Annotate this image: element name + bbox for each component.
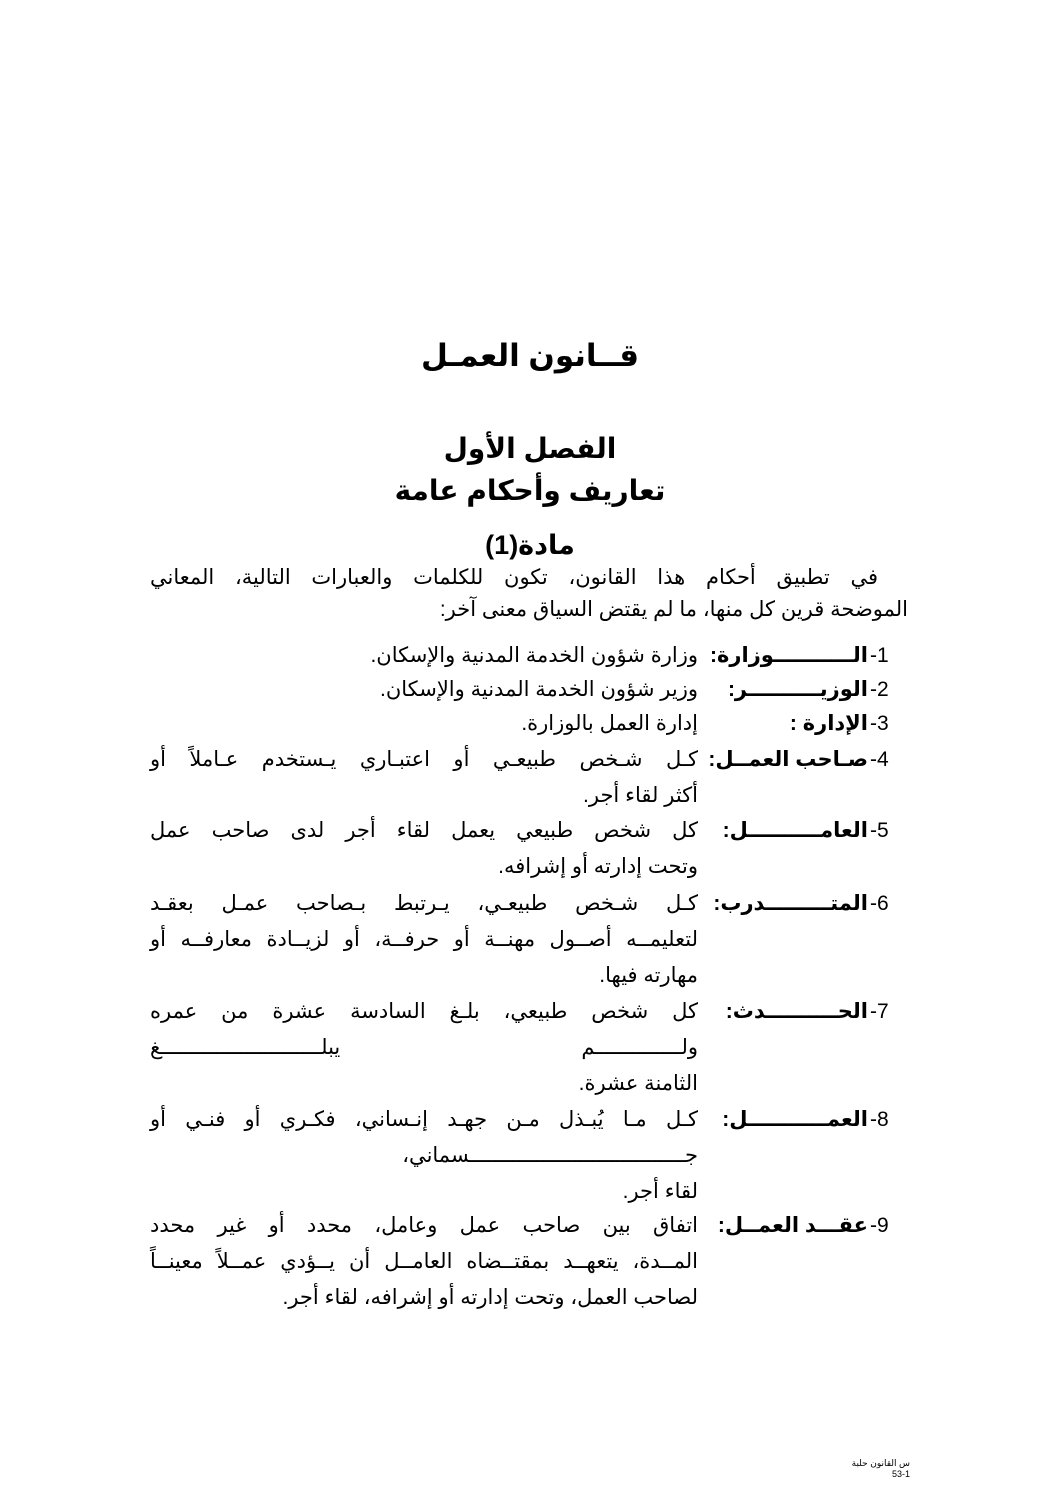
definition-term: عقـــد العمــل: [717,1214,868,1237]
definition-description [150,742,698,814]
intro-line: في تطبيق أحكام هذا القانون، تكون للكلمات والعبارات التالية، المعاني [150,566,878,589]
definition-line: لصاحب العمل، وتحت إدارته أو إشرافه، لقاء أجر. [282,1286,698,1309]
definition-number: -4 [870,748,889,771]
definition-number: -2 [870,678,889,701]
chapter-subtitle: تعاريف وأحكام عامة [394,475,666,506]
definition-number: -5 [870,819,889,842]
definition-term: العامــــــــــل: [722,819,868,842]
article-heading: مادة(1) [485,530,575,560]
definition-description [150,813,698,885]
document-title: قــانون العمـل [420,338,640,373]
definition-line: كل شخص طبيعي يعمل لقاء أجر لدى صاحب عمل [150,819,698,842]
definition-number: -1 [870,644,889,667]
intro-line: الموضحة قرين كل منها، ما لم يقتض السياق معنى آخر: [439,598,908,621]
definition-line: المــدة، يتعهــد بمقتــضاه العامــل أن يــؤدي عمــلاً معينــاً [150,1250,698,1273]
definition-term: الحــــــــــدث: [725,1000,868,1023]
definition-line: الثامنة عشرة. [578,1072,698,1095]
definition-description [150,706,698,742]
definition-line: أكثر لقاء أجر. [583,784,698,807]
definition-number: -9 [870,1214,889,1237]
definition-line: وزير شؤون الخدمة المدنية والإسكان. [379,678,698,701]
definition-line: ولــــــــــــــم يبلــــــــــــــــــــــــــغ [150,1036,698,1059]
definition-line: اتفاق بين صاحب عمل وعامل، محدد أو غير محدد [150,1214,698,1237]
definition-line: كـل شـخص طبيعـي، يـرتبط بـصاحب عمـل بعقـد [150,892,698,915]
definition-number: -7 [870,1000,889,1023]
definition-line: كـل شـخص طبيعـي أو اعتبـاري يـستخدم عـاملاً أو [150,748,698,771]
definition-description [150,994,698,1102]
definition-line: مهارته فيها. [599,964,698,987]
definition-term: المتـــــــــدرب: [713,892,868,915]
definition-description [150,886,698,994]
page-footer [820,1458,910,1480]
footer-source: س القانون حلبة [851,1458,910,1468]
definition-description [150,1102,698,1210]
definition-term: الـــــــــــوزارة: [710,644,868,667]
definition-description [150,1208,698,1316]
definition-description [150,672,698,708]
definition-term: صـاحب العمــل: [708,748,868,771]
definition-term: العمـــــــــــل: [722,1108,868,1131]
definition-line: لتعليمــه أصــول مهنــة أو حرفــة، أو لزيــادة معارفــه أو [150,928,698,951]
definition-term: الوزيــــــــــر: [727,678,868,701]
definition-line: جـــــــــــــــــــــــــــــــــــسماني، [402,1144,698,1167]
definition-line: كل شخص طبيعي، بلـغ السادسة عشرة من عمره [150,1000,698,1023]
definition-number: -8 [870,1108,889,1131]
definition-term: الإدارة : [789,712,868,735]
definition-number: -6 [870,892,889,915]
definition-line: وتحت إدارته أو إشرافه. [498,855,698,878]
definition-line: إدارة العمل بالوزارة. [521,712,698,735]
definition-line: وزارة شؤون الخدمة المدنية والإسكان. [370,644,698,667]
definition-description [150,638,698,674]
definition-number: -3 [870,712,889,735]
definition-line: كـل مـا يُبـذل مـن جهـد إنـساني، فكـري أو فنـي أو [150,1108,698,1131]
chapter-title: الفصل الأول [443,433,617,464]
definition-line: لقاء أجر. [622,1180,698,1203]
footer-page-number: 53-1 [891,1469,910,1479]
